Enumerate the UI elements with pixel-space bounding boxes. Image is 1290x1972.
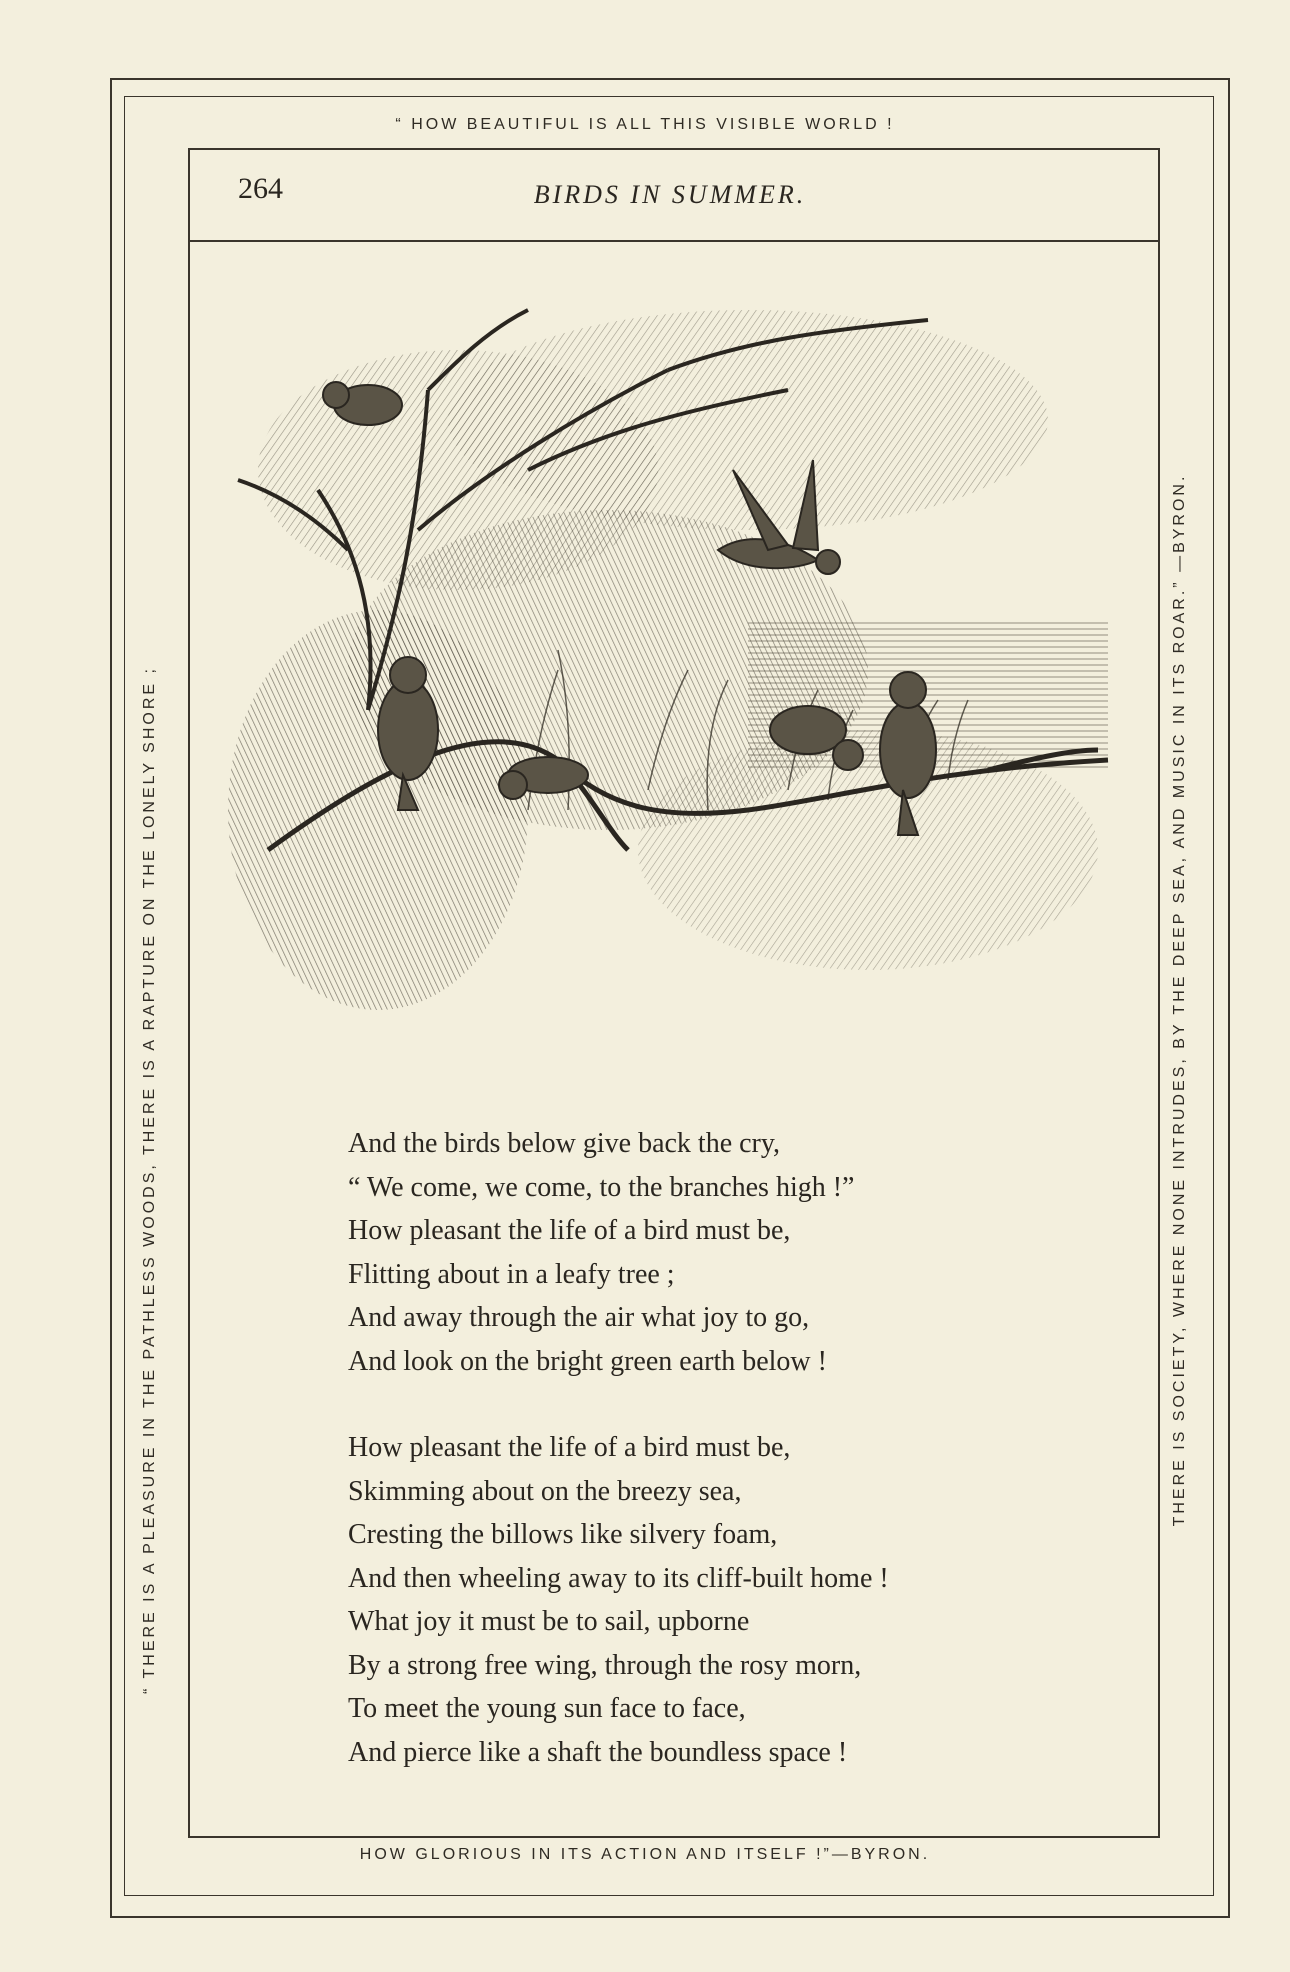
poem-line: How pleasant the life of a bird must be,: [348, 1432, 791, 1463]
poem-line: And pierce like a shaft the boundless space !: [348, 1736, 848, 1768]
poem-line: “ We come, we come, to the branches high !”: [348, 1171, 855, 1203]
left-border-quote: “ THERE IS A PLEASURE IN THE PATHLESS WOODS, THERE IS A RAPTURE ON THE LONELY SHORE ;: [141, 666, 158, 1694]
poem-line: And away through the air what joy to go,: [348, 1302, 810, 1333]
poem-line: And look on the bright green earth below !: [348, 1345, 827, 1377]
stanza-2: [348, 1426, 1048, 1774]
running-title: BIRDS IN SUMMER.: [533, 180, 807, 209]
poem-line: Skimming about on the breezy sea,: [348, 1475, 742, 1507]
birds-engraving-icon: [228, 290, 1118, 1080]
right-border-quote: THERE IS SOCIETY, WHERE NONE INTRUDES, BY THE DEEP SEA, AND MUSIC IN ITS ROAR.” —BYRON.: [1171, 473, 1188, 1527]
poem-line: And the birds below give back the cry,: [348, 1128, 781, 1159]
poem-line: What joy it must be to sail, upborne: [348, 1606, 750, 1637]
poem-line: Flitting about in a leafy tree ;: [348, 1258, 675, 1290]
bottom-border-quote: HOW GLORIOUS IN ITS ACTION AND ITSELF !”—BYRON.: [359, 1846, 931, 1863]
header-rule: [188, 240, 1160, 242]
stanza-1: [348, 1122, 1048, 1383]
page-number: 264: [238, 172, 283, 205]
poem-line: And then wheeling away to its cliff-built home !: [348, 1562, 889, 1594]
poem-line: Cresting the billows like silvery foam,: [348, 1519, 778, 1550]
poem-line: How pleasant the life of a bird must be,: [348, 1215, 791, 1246]
top-border-quote: “ HOW BEAUTIFUL IS ALL THIS VISIBLE WORLD !: [395, 116, 895, 133]
poem-line: By a strong free wing, through the rosy morn,: [348, 1649, 862, 1681]
poem-line: To meet the young sun face to face,: [348, 1693, 746, 1724]
poem: [348, 1122, 1048, 1774]
